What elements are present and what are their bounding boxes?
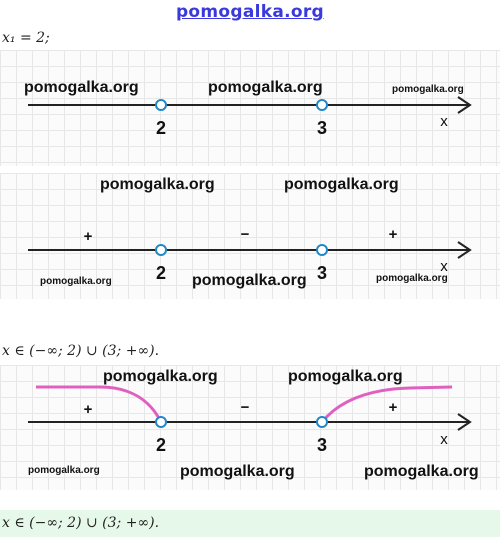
sign-plus-left: + — [83, 401, 93, 418]
watermark: pomogalka.org — [192, 272, 307, 289]
watermark: pomogalka.org — [180, 463, 295, 480]
watermark: pomogalka.org — [376, 273, 448, 284]
watermark: pomogalka.org — [24, 79, 139, 96]
number-line-panel-1 — [0, 50, 500, 166]
sign-plus-right: + — [388, 399, 398, 416]
sign-minus-middle: − — [240, 399, 250, 416]
open-point-2 — [156, 100, 166, 110]
answer-box — [0, 510, 500, 537]
point-label-3: 3 — [316, 118, 328, 138]
sign-plus-right: + — [388, 226, 398, 243]
point-label-2: 2 — [155, 435, 167, 455]
answer-text: x ∈ (−∞; 2) ∪ (3; +∞). — [2, 515, 160, 531]
sign-minus-middle: − — [240, 226, 250, 243]
open-point-3 — [317, 245, 327, 255]
point-label-3: 3 — [316, 435, 328, 455]
axis-label-x: x — [440, 431, 448, 448]
point-label-2: 2 — [155, 263, 167, 283]
axis-label-x: x — [440, 258, 448, 275]
open-point-2 — [156, 245, 166, 255]
watermark: pomogalka.org — [284, 176, 399, 193]
site-title[interactable]: pomogalka.org — [175, 2, 325, 22]
watermark: pomogalka.org — [28, 465, 100, 476]
number-line-1 — [0, 50, 500, 166]
open-point-3 — [317, 417, 327, 427]
sign-plus-left: + — [83, 228, 93, 245]
watermark: pomogalka.org — [392, 84, 464, 95]
sign-curve-right — [322, 387, 452, 422]
root-equation: x₁ = 2; — [2, 30, 50, 46]
watermark: pomogalka.org — [40, 276, 112, 287]
watermark: pomogalka.org — [103, 368, 218, 385]
open-point-2 — [156, 417, 166, 427]
watermark: pomogalka.org — [208, 79, 323, 96]
watermark: pomogalka.org — [100, 176, 215, 193]
watermark: pomogalka.org — [364, 463, 479, 480]
point-label-3: 3 — [316, 263, 328, 283]
axis-label-x: x — [440, 113, 448, 130]
number-line-panel-3 — [0, 365, 500, 490]
open-point-3 — [317, 100, 327, 110]
interval-result: x ∈ (−∞; 2) ∪ (3; +∞). — [2, 343, 160, 359]
watermark: pomogalka.org — [288, 368, 403, 385]
number-line-panel-2 — [0, 173, 500, 299]
sign-curve-left — [36, 387, 161, 422]
point-label-2: 2 — [155, 118, 167, 138]
